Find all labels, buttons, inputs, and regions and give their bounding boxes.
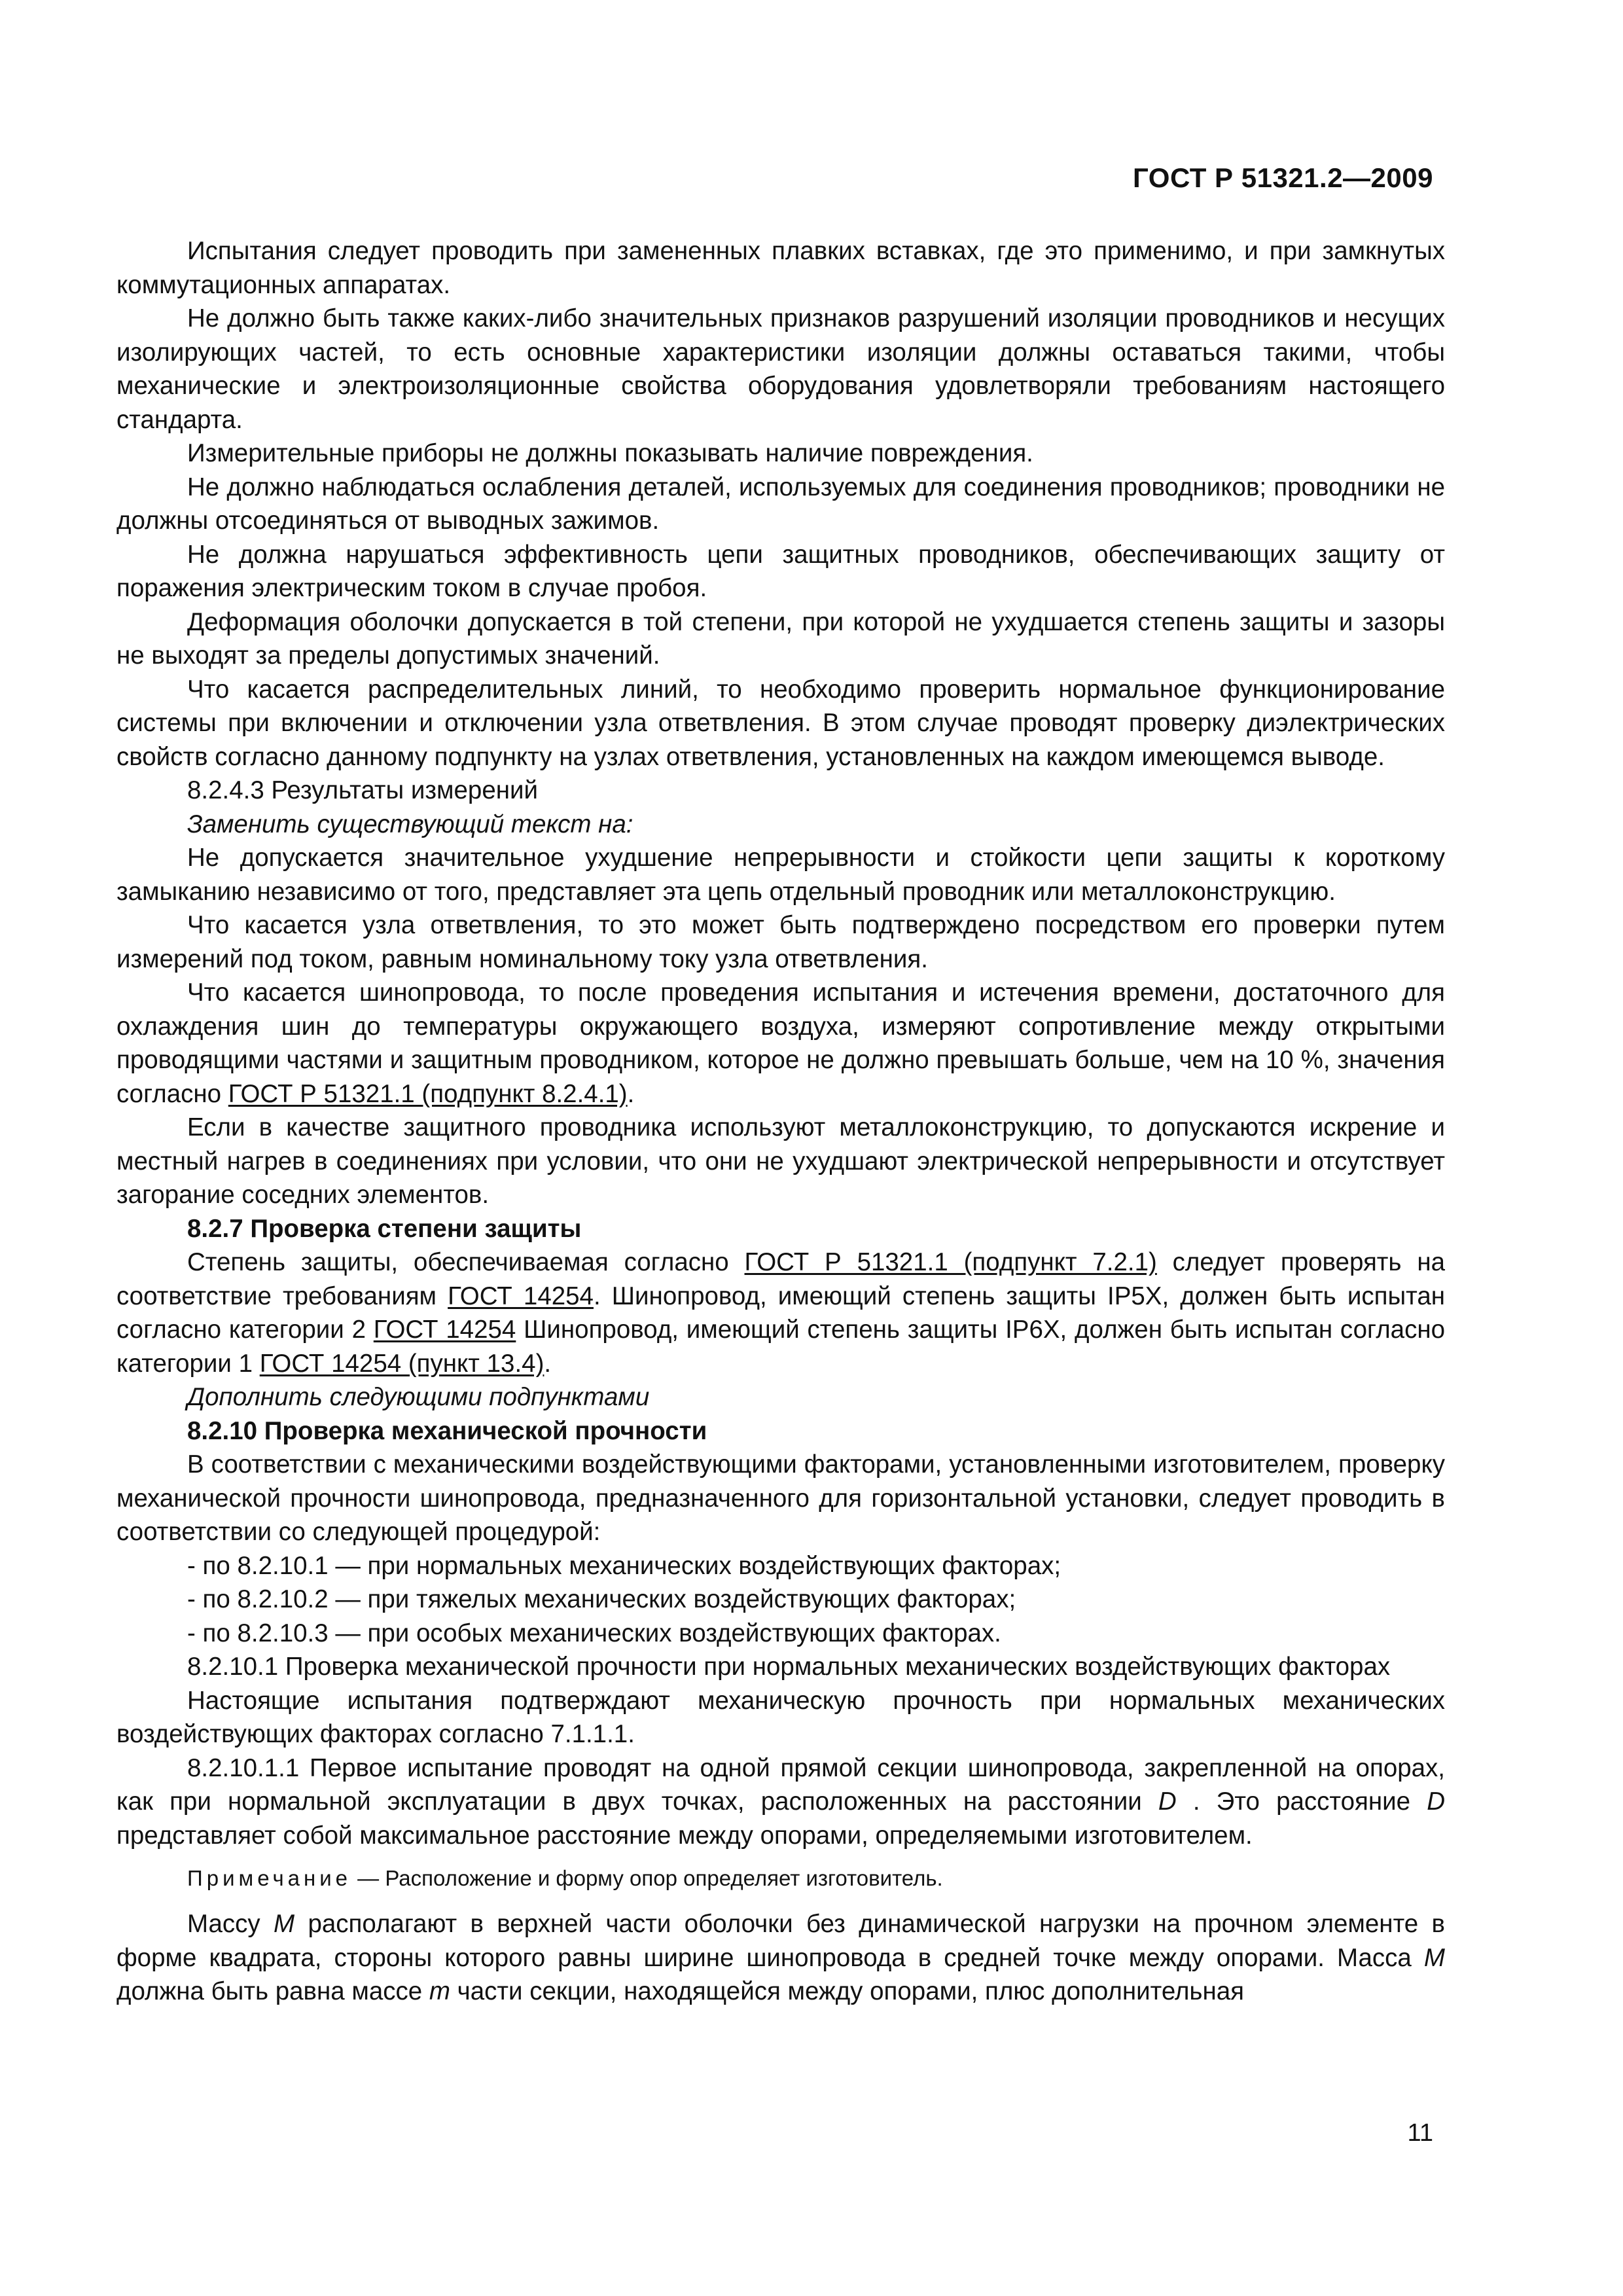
variable: М	[274, 1910, 295, 1938]
standard-reference-link[interactable]: ГОСТ Р 51321.1 (подпункт 7.2.1)	[744, 1248, 1157, 1276]
paragraph	[116, 1751, 1445, 1853]
list-item: - по 8.2.10.1 — при нормальных механических воздействующих факторах;	[187, 1551, 1061, 1580]
paragraph: Если в качестве защитного проводника используют металлоконструкцию, то допускаются искрение и местный нагрев в соединениях при условии, что они не ухудшают электрической непрерывности и отсутствует загорание соседних элементов.	[116, 1113, 1445, 1209]
paragraph: Не допускается значительное ухудшение непрерывности и стойкости цепи защиты к короткому замыканию независимо от того, представляет эта цепь отдельный проводник или металлоконструкцию.	[116, 844, 1445, 906]
text: . Шинопровод, имеющий степень защиты IP5X, должен быть испытан согласно категории 2	[116, 1282, 1445, 1344]
standard-reference-link[interactable]: ГОСТ 14254 (пункт 13.4)	[259, 1349, 544, 1378]
section-heading: 8.2.10 Проверка механической прочности	[187, 1416, 707, 1445]
text: . Это расстояние	[1176, 1787, 1427, 1816]
text: Массу	[187, 1910, 274, 1938]
text: должна быть равна массе	[116, 1977, 429, 2005]
paragraph: Не должно быть также каких-либо значительных признаков разрушений изоляции проводников и несущих изолирующих частей, то есть основные характеристики изоляции должны оставаться такими, чтобы механические и электроизоляционные свойства оборудования удовлетворяли требованиям настоящего стандарта.	[116, 304, 1445, 434]
variable: D	[1427, 1787, 1446, 1816]
section-heading: 8.2.7 Проверка степени защиты	[187, 1214, 582, 1243]
standard-reference-link[interactable]: ГОСТ 14254	[448, 1282, 594, 1310]
list-item: - по 8.2.10.2 — при тяжелых механических воздействующих факторах;	[187, 1585, 1016, 1613]
paragraph	[116, 1246, 1445, 1380]
text: Что касается шинопровода, то после проведения испытания и истечения времени, достаточного для охлаждения шин до температуры окружающего воздуха, измеряют сопротивление между открытыми проводящими частями и защитным проводником, которое не должно превышать больше, чем на 10 %, значения согласно	[116, 978, 1445, 1108]
text: .	[544, 1349, 552, 1378]
paragraph: Не должна нарушаться эффективность цепи защитных проводников, обеспечивающих защиту от поражения электрическим током в случае пробоя.	[116, 540, 1445, 602]
clause-heading: 8.2.10.1 Проверка механической прочности при нормальных механических воздействующих факторах	[187, 1653, 1391, 1681]
text: части секции, находящейся между опорами, плюс дополнительная	[450, 1977, 1245, 2005]
paragraph: Что касается узла ответвления, то это может быть подтверждено посредством его проверки путем измерений под током, равным номинальному току узла ответвления.	[116, 911, 1445, 973]
text: следует проверять на соответствие требованиям	[116, 1248, 1445, 1310]
variable: М	[1423, 1943, 1445, 1972]
paragraph: Измерительные приборы не должны показывать наличие повреждения.	[187, 439, 1033, 467]
clause-heading: 8.2.4.3 Результаты измерений	[187, 776, 539, 804]
text: располагают в верхней части оболочки без динамической нагрузки на прочном элементе в форме квадрата, стороны которого равны ширине шинопровода в средней точке между опорами. Масса	[116, 1910, 1445, 1972]
note-text: — Расположение и форму опор определяет изготовитель.	[351, 1866, 943, 1890]
variable: т	[429, 1977, 450, 2005]
paragraph	[116, 1907, 1445, 2009]
text: Шинопровод, имеющий степень защиты IP6X, должен быть испытан согласно категории 1	[116, 1316, 1445, 1378]
document-header: ГОСТ Р 51321.2—2009	[1133, 162, 1433, 193]
paragraph: В соответствии с механическими воздействующими факторами, установленными изготовителем, проверку механической прочности шинопровода, предназначенного для горизонтальной установки, следует проводить в соответствии со следующей процедурой:	[116, 1450, 1445, 1546]
list-item: - по 8.2.10.3 — при особых механических воздействующих факторах.	[187, 1619, 1001, 1647]
page-number: 11	[1407, 2119, 1433, 2147]
standard-reference-link[interactable]: ГОСТ Р 51321.1 (подпункт 8.2.4.1)	[228, 1079, 628, 1108]
standard-reference-link[interactable]: ГОСТ 14254	[373, 1316, 516, 1344]
paragraph: Испытания следует проводить при замененных плавких вставках, где это применимо, и при замкнутых коммутационных аппаратах.	[116, 237, 1445, 299]
paragraph: Не должно наблюдаться ослабления деталей, используемых для соединения проводников; проводники не должны отсоединяться от выводных зажимов.	[116, 473, 1445, 535]
paragraph: Настоящие испытания подтверждают механическую прочность при нормальных механических воздействующих факторах согласно 7.1.1.1.	[116, 1686, 1445, 1748]
text: Степень защиты, обеспечиваемая согласно	[187, 1248, 745, 1276]
amendment-instruction: Дополнить следующими подпунктами	[187, 1383, 650, 1411]
paragraph: Деформация оболочки допускается в той степени, при которой не ухудшается степень защиты и зазоры не выходят за пределы допустимых значений.	[116, 607, 1445, 670]
note	[116, 1864, 1445, 1893]
amendment-instruction: Заменить существующий текст на:	[187, 810, 633, 838]
text: .	[627, 1079, 635, 1108]
note-label: Примечание	[187, 1866, 352, 1890]
variable: D	[1158, 1787, 1177, 1816]
text: представляет собой максимальное расстояние между опорами, определяемыми изготовителем.	[116, 1821, 1253, 1850]
paragraph	[116, 976, 1445, 1111]
paragraph: Что касается распределительных линий, то необходимо проверить нормальное функционирование системы при включении и отключении узла ответвления. В этом случае проводят проверку диэлектрических свойств согласно данному подпункту на узлах ответвления, установленных на каждом имеющемся выводе.	[116, 675, 1445, 771]
text: 8.2.10.1.1 Первое испытание проводят на одной прямой секции шинопровода, закрепленной на опорах, как при нормальной эксплуатации в двух точках, расположенных на расстоянии	[116, 1753, 1445, 1816]
document-body	[116, 234, 1445, 2009]
